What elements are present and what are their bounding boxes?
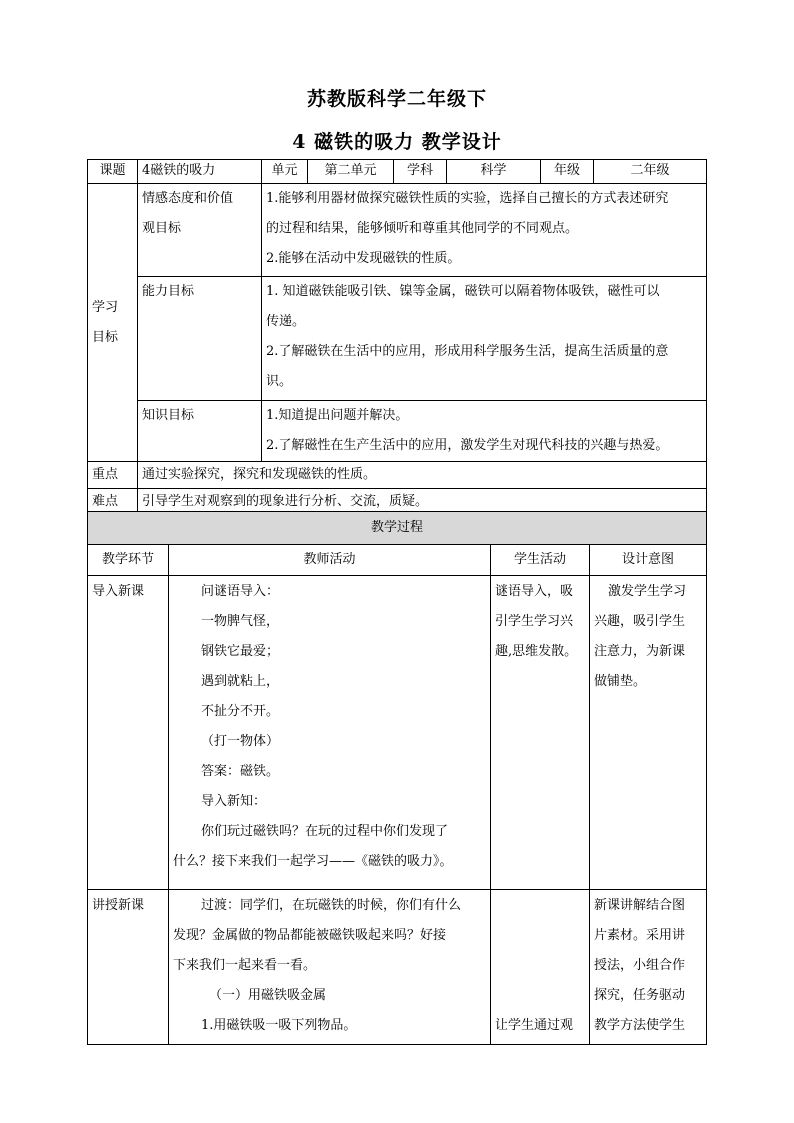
text-line: 钢铁它最爱； xyxy=(201,644,280,659)
teach-row xyxy=(88,890,707,1045)
text-line: （打一物体） xyxy=(201,734,280,749)
key-point-row xyxy=(88,462,707,489)
goals-label-line1: 学习 xyxy=(92,299,119,315)
text-line: （一）用磁铁吸金属 xyxy=(209,988,327,1003)
text-line: 什么？接下来我们一起学习——《磁铁的吸力》。 xyxy=(173,854,453,869)
text-line: 过渡：同学们，在玩磁铁的时候，你们有什么 xyxy=(201,898,462,913)
text-line: 2.了解磁铁在生活中的应用，形成用科学服务生活，提高生活质量的意 xyxy=(266,344,669,359)
intro-student xyxy=(491,576,590,890)
text-line: 2.能够在活动中发现磁铁的性质。 xyxy=(266,251,461,266)
header-teacher: 教师活动 xyxy=(169,545,491,576)
teach-student xyxy=(491,890,590,1045)
text-line: 1. 知道磁铁能吸引铁、镍等金属，磁铁可以隔着物体吸铁，磁性可以 xyxy=(266,284,660,299)
text-line: 探究，任务驱动 xyxy=(594,988,686,1003)
text-line: 1.用磁铁吸一吸下列物品。 xyxy=(201,1018,357,1033)
text-line: 教学方法使学生 xyxy=(594,1018,686,1033)
unit-value: 第二单元 xyxy=(308,160,394,184)
knowledge-goal-text xyxy=(262,401,707,462)
text-line: 授法，小组合作 xyxy=(594,958,686,973)
text-line: 2.了解磁性在生产生活中的应用，激发学生对现代科技的兴趣与热爱。 xyxy=(266,438,669,453)
lesson-label: 课题 xyxy=(88,160,138,184)
emotion-goal-name-line1: 情感态度和价值 xyxy=(142,191,234,206)
grade-label: 年级 xyxy=(541,160,594,184)
lesson-value: 4磁铁的吸力 xyxy=(138,160,262,184)
text-line: 1.能够利用器材做探究磁铁性质的实验，选择自己擅长的方式表述研究 xyxy=(266,191,669,206)
process-heading-row xyxy=(88,512,707,545)
document-title: 苏教版科学二年级下 xyxy=(306,88,487,110)
subject-value: 科学 xyxy=(447,160,541,184)
text-line: 1.知道提出问题并解决。 xyxy=(266,408,409,423)
text-line: 你们玩过磁铁吗？在玩的过程中你们发现了 xyxy=(201,824,449,839)
teach-teacher xyxy=(169,890,491,1045)
intro-intent xyxy=(590,576,707,890)
emotion-goal-text xyxy=(262,184,707,277)
text-line: 注意力，为新课 xyxy=(594,644,686,659)
text-line: 答案：磁铁。 xyxy=(201,764,280,779)
ability-goal-text xyxy=(262,277,707,401)
grade-value: 二年级 xyxy=(594,160,707,184)
text-line: 激发学生学习 xyxy=(608,584,687,599)
text-line: 让学生通过观 xyxy=(495,1018,574,1033)
emotion-goal-name-line2: 观目标 xyxy=(142,221,182,236)
text-line: 识。 xyxy=(266,374,293,389)
text-line: 新课讲解结合图 xyxy=(594,898,686,913)
subject-label: 学科 xyxy=(394,160,447,184)
text-line: 一物脾气怪， xyxy=(201,614,280,629)
goals-table xyxy=(87,159,707,516)
ability-goal-name: 能力目标 xyxy=(138,277,262,401)
text-line: 片素材。采用讲 xyxy=(594,928,686,943)
process-heading: 教学过程 xyxy=(88,512,707,545)
text-line: 做铺垫。 xyxy=(594,674,647,689)
text-line: 下来我们一起来看一看。 xyxy=(173,958,317,973)
text-line: 兴趣，吸引学生 xyxy=(594,614,686,629)
text-line: 引学生学习兴 xyxy=(495,614,574,629)
text-line: 的过程和结果，能够倾听和尊重其他同学的不同观点。 xyxy=(266,221,579,236)
knowledge-goal-row xyxy=(88,401,707,462)
goals-label xyxy=(88,184,138,462)
emotion-goal-row xyxy=(88,184,707,277)
goals-label-line2: 目标 xyxy=(92,329,119,345)
text-line: 传递。 xyxy=(266,314,306,329)
text-line: 遇到就粘上， xyxy=(201,674,280,689)
process-table xyxy=(87,511,707,1045)
text-line: 问谜语导入： xyxy=(201,584,280,599)
text-line: 趣,思维发散。 xyxy=(495,644,578,659)
intro-teacher xyxy=(169,576,491,890)
key-point-label: 重点 xyxy=(88,462,138,489)
intro-stage: 导入新课 xyxy=(88,576,169,890)
ability-goal-row xyxy=(88,277,707,401)
header-student: 学生活动 xyxy=(491,545,590,576)
process-header-row xyxy=(88,545,707,576)
text-line: 导入新知： xyxy=(201,794,267,809)
text-line: 发现？金属做的物品都能被磁铁吸起来吗？好接 xyxy=(173,928,447,943)
difficulty-label: 难点 xyxy=(88,489,138,516)
knowledge-goal-name: 知识目标 xyxy=(138,401,262,462)
unit-label: 单元 xyxy=(262,160,308,184)
teach-intent xyxy=(590,890,707,1045)
emotion-goal-name xyxy=(138,184,262,277)
header-intent: 设计意图 xyxy=(590,545,707,576)
difficulty-text: 引导学生对观察到的现象进行分析、交流，质疑。 xyxy=(138,489,707,516)
text-line: 不扯分不开。 xyxy=(201,704,280,719)
teach-stage: 讲授新课 xyxy=(88,890,169,1045)
key-point-text: 通过实验探究，探究和发现磁铁的性质。 xyxy=(138,462,707,489)
header-stage: 教学环节 xyxy=(88,545,169,576)
document-subtitle: 4 磁铁的吸力 教学设计 xyxy=(292,131,502,153)
text-line: 谜语导入，吸 xyxy=(495,584,574,599)
intro-row xyxy=(88,576,707,890)
info-row xyxy=(88,160,707,184)
